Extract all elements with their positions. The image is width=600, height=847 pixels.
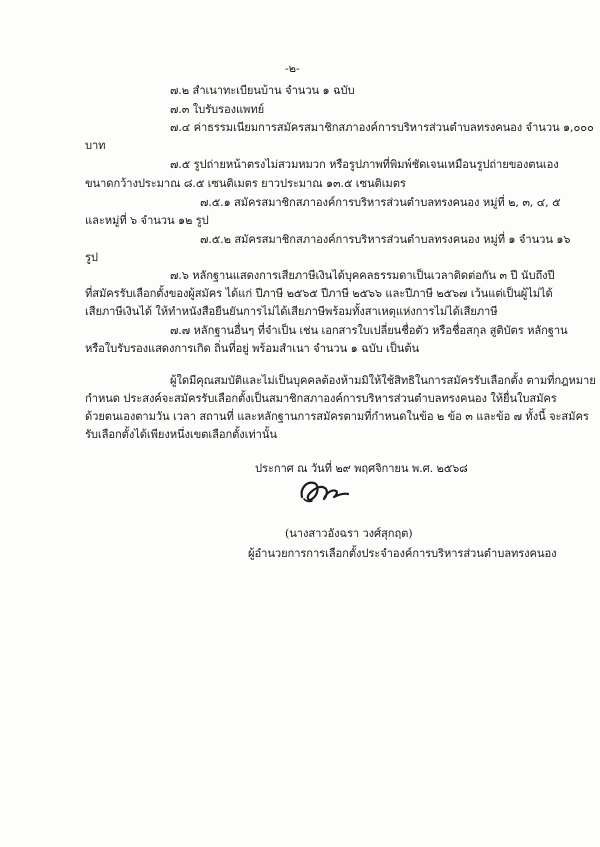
item-7-2: ๗.๒ สำเนาทะเบียนบ้าน จำนวน ๑ ฉบับ bbox=[170, 84, 355, 97]
announcement-date: ประกาศ ณ วันที่ ๒๙ พฤศจิกายน พ.ศ. ๒๕๖๘ bbox=[255, 462, 468, 475]
signatory-title: ผู้อำนวยการการเลือกตั้งประจำองค์การบริหารส่วนตำบลทรงคนอง bbox=[248, 547, 557, 560]
item-7-6-cont-1: ที่สมัครรับเลือกตั้งของผู้สมัคร ได้แก่ ปีภาษี ๒๕๖๕ ปีภาษี ๒๕๖๖ และปีภาษี ๒๕๖๗ เว้นแต่เป็นผู้ไม่ได้ bbox=[85, 287, 553, 300]
item-7-7-cont: หรือใบรับรองแสดงการเกิด ถิ่นที่อยู่ พร้อมสำเนา จำนวน ๑ ฉบับ เป็นต้น bbox=[85, 342, 420, 355]
item-7-7: ๗.๗ หลักฐานอื่นๆ ที่จำเป็น เช่น เอกสารใบเปลี่ยนชื่อตัว หรือชื่อสกุล สูติบัตร หลักฐาน bbox=[170, 324, 568, 337]
item-7-5-1-cont: และหมู่ที่ ๖ จำนวน ๑๒ รูป bbox=[85, 214, 209, 227]
item-7-5-1: ๗.๕.๑ สมัครสมาชิกสภาองค์การบริหารส่วนตำบลทรงคนอง หมู่ที่ ๒, ๓, ๔, ๕ bbox=[200, 196, 561, 209]
item-7-6: ๗.๖ หลักฐานแสดงการเสียภาษีเงินได้บุคคลธรรมดาเป็นเวลาติดต่อกัน ๓ ปี นับถึงปี bbox=[170, 269, 555, 282]
paragraph-line-2: กำหนด ประสงค์จะสมัครรับเลือกตั้งเป็นสมาชิกสภาองค์การบริหารส่วนตำบลทรงคนอง ให้ยื่นใบสมัคร bbox=[85, 392, 557, 405]
signatory-name: (นางสาวอังฉรา วงศ์สุกฤต) bbox=[285, 527, 413, 540]
item-7-4-cont: บาท bbox=[85, 139, 106, 152]
item-7-3: ๗.๓ ใบรับรองแพทย์ bbox=[170, 103, 265, 116]
paragraph-line-1: ผู้ใดมีคุณสมบัติและไม่เป็นบุคคลต้องห้ามมิให้ใช้สิทธิในการสมัครรับเลือกตั้ง ตามที่กฎหมาย bbox=[170, 374, 596, 387]
item-7-5-2-cont: รูป bbox=[85, 251, 98, 264]
item-7-6-cont-2: เสียภาษีเงินได้ ให้ทำหนังสือยืนยันการไม่ได้เสียภาษีพร้อมทั้งสาเหตุแห่งการไม่ได้เสียภาษี bbox=[85, 305, 498, 318]
item-7-5: ๗.๕ รูปถ่ายหน้าตรงไม่สวมหมวก หรือรูปภาพที่พิมพ์ชัดเจนเหมือนรูปถ่ายของตนเอง bbox=[170, 158, 559, 171]
signature bbox=[296, 475, 354, 511]
item-7-5-cont: ขนาดกว้างประมาณ ๘.๕ เซนติเมตร ยาวประมาณ ๑๓.๕ เซนติเมตร bbox=[85, 177, 406, 190]
item-7-4: ๗.๔ ค่าธรรมเนียมการสมัครสมาชิกสภาองค์การบริหารส่วนตำบลทรงคนอง จำนวน ๑,๐๐๐ bbox=[170, 121, 594, 134]
page-number: -๒- bbox=[285, 62, 300, 75]
paragraph-line-4: รับเลือกตั้งได้เพียงหนึ่งเขตเลือกตั้งเท่านั้น bbox=[85, 428, 277, 441]
paragraph-line-3: ด้วยตนเองตามวัน เวลา สถานที่ และหลักฐานการสมัครตามที่กำหนดในข้อ ๒ ข้อ ๓ และข้อ ๗ ทั้งนี้ จะสมัคร bbox=[85, 410, 589, 423]
item-7-5-2: ๗.๕.๒ สมัครสมาชิกสภาองค์การบริหารส่วนตำบลทรงคนอง หมู่ที่ ๑ จำนวน ๑๖ bbox=[200, 233, 571, 246]
